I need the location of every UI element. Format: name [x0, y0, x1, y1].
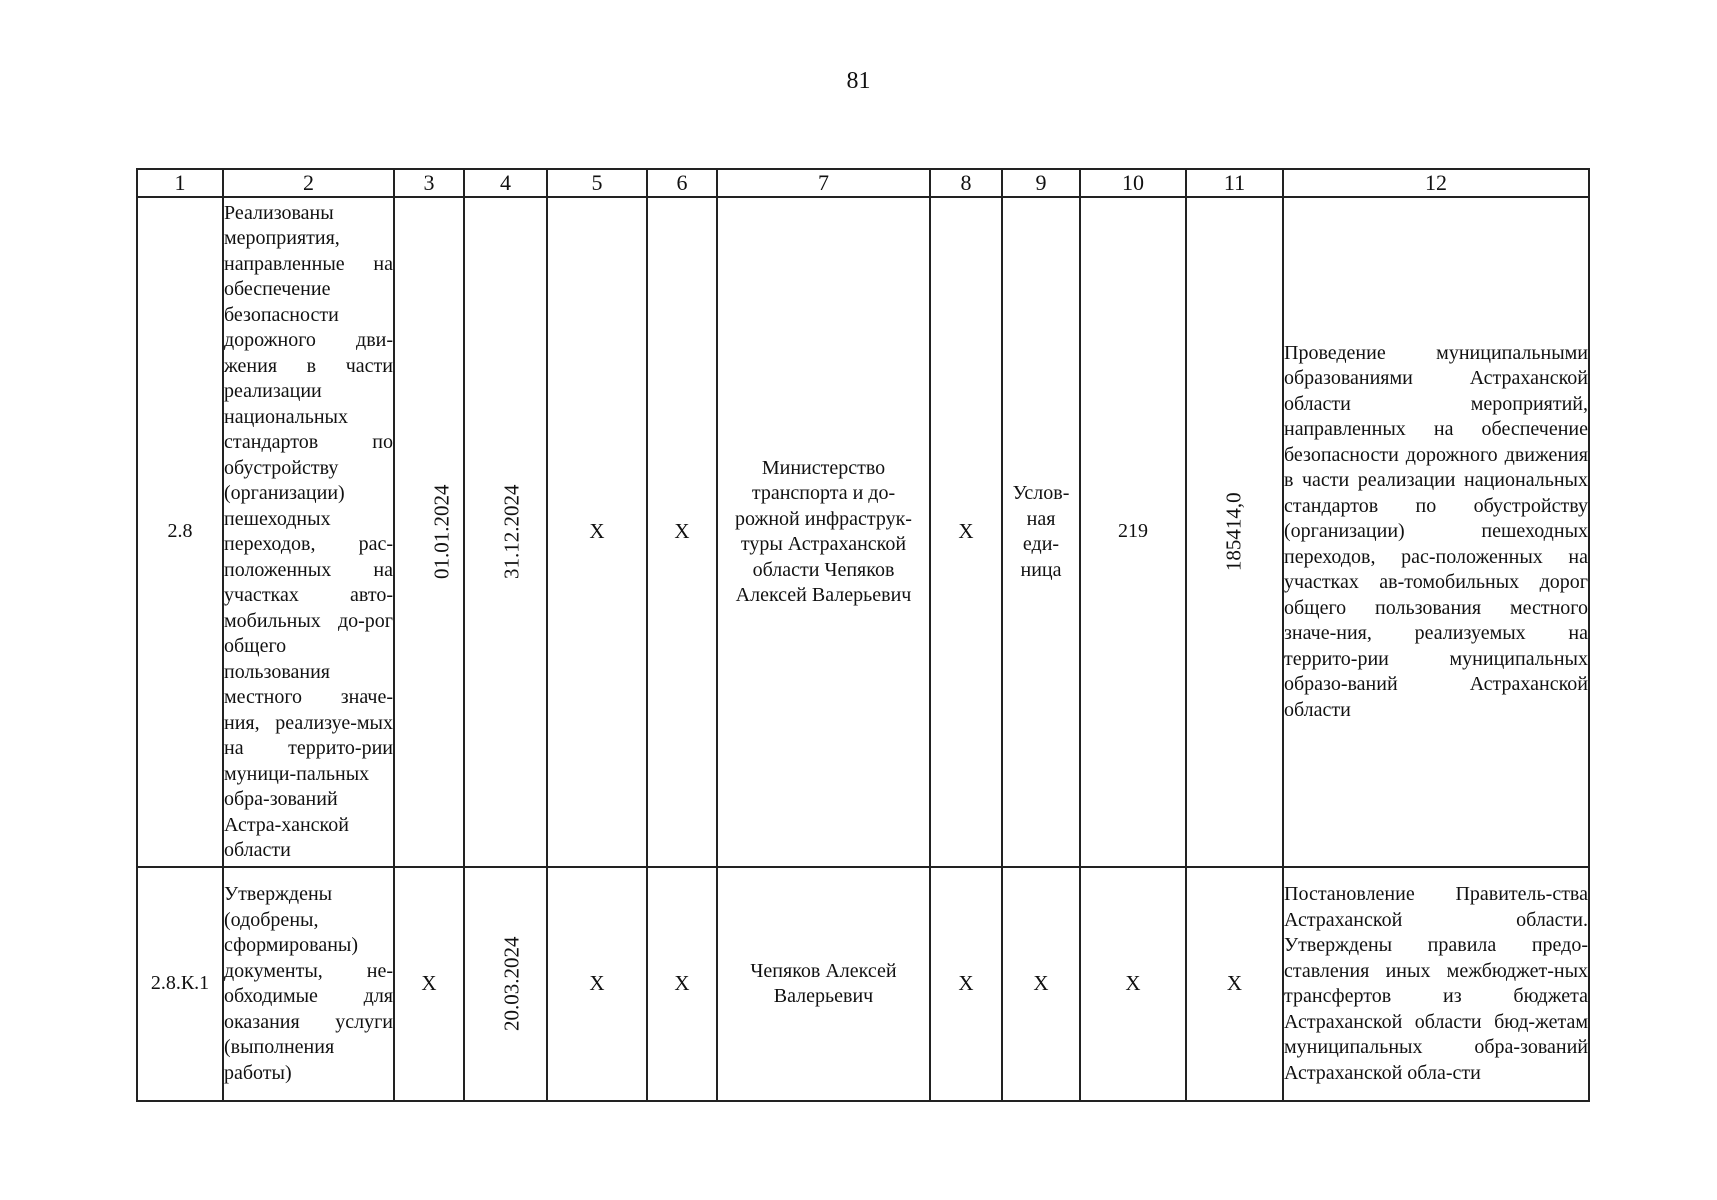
column-header: 6	[647, 169, 717, 197]
cell-col-8: X	[930, 867, 1002, 1101]
column-header: 10	[1080, 169, 1186, 197]
document-table	[136, 168, 1590, 1102]
row-number-cell: 2.8	[137, 197, 223, 867]
unit-cell: X	[1002, 867, 1080, 1101]
cell-col-10: 219	[1080, 197, 1186, 867]
table-header-row	[137, 169, 1589, 197]
end-date-cell	[464, 867, 547, 1101]
column-header: 3	[394, 169, 464, 197]
description-cell	[223, 867, 394, 1101]
column-header: 11	[1186, 169, 1283, 197]
row-number-cell: 2.8.К.1	[137, 867, 223, 1101]
start-date-text: 01.01.2024	[429, 484, 454, 579]
start-date-cell	[394, 197, 464, 867]
end-date-text: 20.03.2024	[499, 936, 524, 1031]
result-text: Проведение муниципальными образованиями Астраханской области мероприятий, направленных на обеспечение безопасности дорожного движения в части реализации национальных стандартов по обустройству (организации) пешеходных переходов, рас-положенных на участках ав-томобильных дорог общего пользования местного значе-ния, реализуемых на террито-рии муниципальных образо-ваний Астраханской области	[1284, 341, 1588, 721]
responsible-text: Чепяков Алексей Валерьевич	[750, 959, 897, 1007]
description-cell	[223, 197, 394, 867]
column-header: 12	[1283, 169, 1589, 197]
cell-col-5: X	[547, 197, 647, 867]
amount-text: 185414,0	[1221, 492, 1246, 571]
description-text: Утверждены (одобрены, сформированы) документы, не-обходимые для оказания услуги (выполнения работы)	[224, 883, 393, 1084]
table-row	[137, 867, 1589, 1101]
amount-cell	[1186, 197, 1283, 867]
page-number: 81	[846, 68, 871, 94]
table-row	[137, 197, 1589, 867]
amount-cell: X	[1186, 867, 1283, 1101]
column-header: 5	[547, 169, 647, 197]
column-header: 1	[137, 169, 223, 197]
column-header: 7	[717, 169, 930, 197]
cell-col-6: X	[647, 867, 717, 1101]
result-cell	[1283, 197, 1589, 867]
end-date-text: 31.12.2024	[499, 484, 524, 579]
result-text: Постановление Правитель-ства Астраханской области. Утверждены правила предо-ставления иных межбюджет-ных трансфертов из бюджета Астраханской области бюд-жетам муниципальных обра-зований Астраханской обла-сти	[1284, 883, 1588, 1084]
cell-col-5: X	[547, 867, 647, 1101]
unit-text: Услов-ная еди-ница	[1012, 482, 1070, 581]
unit-cell	[1002, 197, 1080, 867]
column-header: 4	[464, 169, 547, 197]
cell-col-6: X	[647, 197, 717, 867]
column-header: 9	[1002, 169, 1080, 197]
result-cell	[1283, 867, 1589, 1101]
responsible-cell	[717, 867, 930, 1101]
start-date-cell: X	[394, 867, 464, 1101]
column-header: 8	[930, 169, 1002, 197]
cell-col-10: X	[1080, 867, 1186, 1101]
cell-col-8: X	[930, 197, 1002, 867]
responsible-text: Министерство транспорта и до-рожной инфраструк-туры Астраханской области Чепяков Алексей Валерьевич	[735, 456, 912, 606]
description-text: Реализованы мероприятия, направленные на обеспечение безопасности дорожного дви-жения в части реализации национальных стандартов по обустройству (организации) пешеходных переходов, рас-положенных на участках авто-мобильных до-рог общего пользования местного значе-ния, реализуе-мых на террито-рии муници-пальных обра-зований Астра-ханской области	[224, 201, 393, 861]
responsible-cell	[717, 197, 930, 867]
column-header: 2	[223, 169, 394, 197]
end-date-cell	[464, 197, 547, 867]
